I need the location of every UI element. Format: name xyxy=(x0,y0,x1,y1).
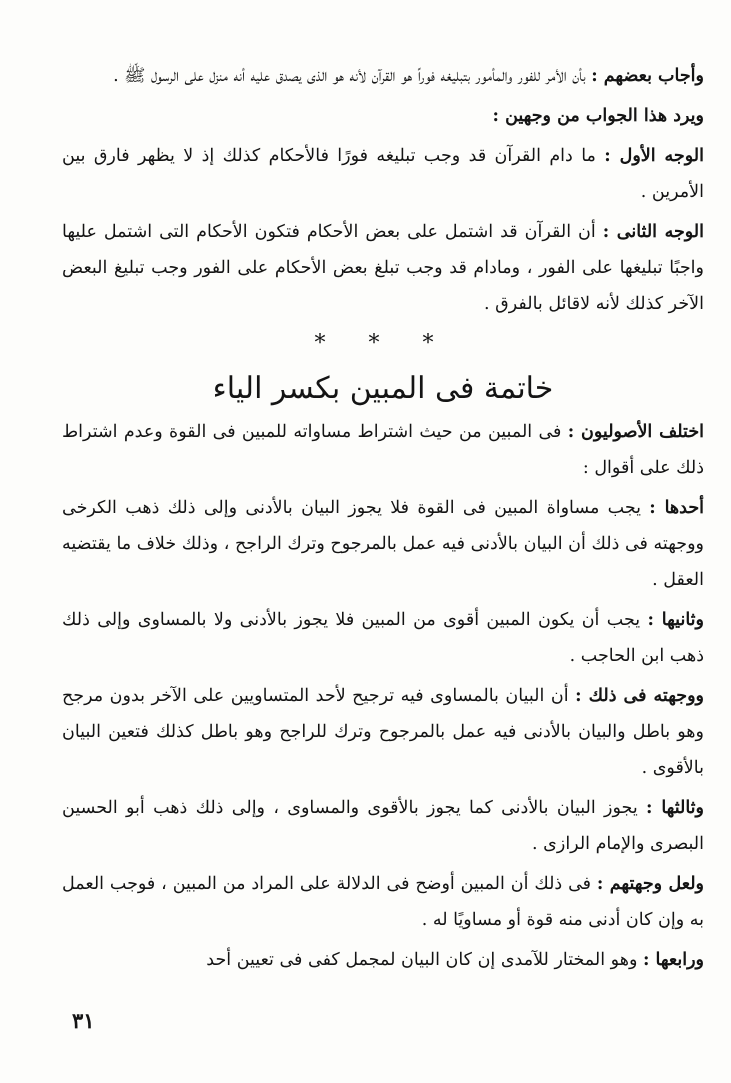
paragraph-lead: ووجهته فى ذلك : xyxy=(575,686,704,706)
paragraph-lead: وأجاب بعضهم : xyxy=(591,66,704,86)
paragraph-text: يجوز البيان بالأدنى كما يجوز بالأقوى والمساوى ، وإلى ذلك ذهب أبو الحسين البصرى والإمام الرازى . xyxy=(62,798,704,854)
paragraph-lead: ورابعها : xyxy=(642,950,704,970)
paragraph-text: يجب أن يكون المبين أقوى من المبين فلا يجوز بالأدنى ولا بالمساوى وإلى ذلك ذهب ابن الحاجب . xyxy=(62,610,704,666)
paragraph-lead: الوجه الثانى : xyxy=(602,222,704,242)
paragraph-disagreement xyxy=(62,414,704,486)
paragraph-fourth-opinion xyxy=(62,942,704,978)
paragraph-objection-heading xyxy=(62,98,704,134)
paragraph-second-reason xyxy=(62,678,704,786)
page-number: ٣١ xyxy=(72,1008,95,1033)
section-title: خاتمة فى المبين بكسر الياء xyxy=(212,371,554,406)
paragraph-lead: وثالثها : xyxy=(646,798,704,818)
paragraph-second-opinion xyxy=(62,602,704,674)
paragraph-text: وهو المختار للآمدى إن كان البيان لمجمل كفى فى تعيين أحد xyxy=(206,950,643,970)
paragraph-third-opinion xyxy=(62,790,704,862)
paragraph-text: أن القرآن قد اشتمل على بعض الأحكام فتكون الأحكام التى اشتمل عليها واجبًا تبليغها على الفور ، ومادام قد وجب تبلغ بعض الأحكام على الفور وجب تبليغ البعض الآخر كذلك لأنه لاقائل بالفرق . xyxy=(62,222,704,314)
paragraph-lead: ولعل وجهتهم : xyxy=(596,874,704,894)
paragraph-text: أن البيان بالمساوى فيه ترجيح لأحد المتساويين على الآخر بدون مرجح وهو باطل والبيان بالأدنى فيه عمل بالمرجوح وترك للراجح وهو باطل كذلك فتعين البيان بالأقوى . xyxy=(62,686,704,778)
paragraph-reply xyxy=(62,58,704,94)
paragraph-first-opinion xyxy=(62,490,704,598)
paragraph-lead: أحدها : xyxy=(649,498,704,518)
paragraph-lead: وثانيها : xyxy=(647,610,704,630)
paragraph-third-reason xyxy=(62,866,704,938)
paragraph-second-aspect xyxy=(62,214,704,322)
section-divider-ornament: * * * xyxy=(314,331,452,356)
paragraph-lead: ويرد هذا الجواب من وجهين : xyxy=(492,106,704,126)
paragraph-text: يجب مساواة المبين فى القوة فلا يجوز البيان بالأدنى وإلى ذلك ذهب الكرخى ووجهته فى ذلك أن البيان بالأدنى فيه عمل بالمرجوح وترك الراجح ، وذلك خلاف ما يقتضيه العقل . xyxy=(62,498,704,590)
paragraph-lead: اختلف الأصوليون : xyxy=(567,422,704,442)
page-body xyxy=(62,58,704,978)
paragraph-text: فى ذلك أن المبين أوضح فى الدلالة على المراد من المبين ، فوجب العمل به وإن كان أدنى منه قوة أو مساويًا له . xyxy=(62,874,704,930)
paragraph-first-aspect xyxy=(62,138,704,210)
paragraph-text: بأن الأمر للفور والمأمور بتبليغه فوراً هو القرآن لأنه هو الذى يصدق عليه أنه منزل على الرسول ﷺ . xyxy=(113,66,592,86)
paragraph-lead: الوجه الأول : xyxy=(604,146,704,166)
paragraph-text: ما دام القرآن قد وجب تبليغه فورًا فالأحكام كذلك إذ لا يظهر فارق بين الأمرين . xyxy=(62,146,704,202)
paragraph-text: فى المبين من حيث اشتراط مساواته للمبين فى القوة وعدم اشتراط ذلك على أقوال : xyxy=(62,422,704,478)
